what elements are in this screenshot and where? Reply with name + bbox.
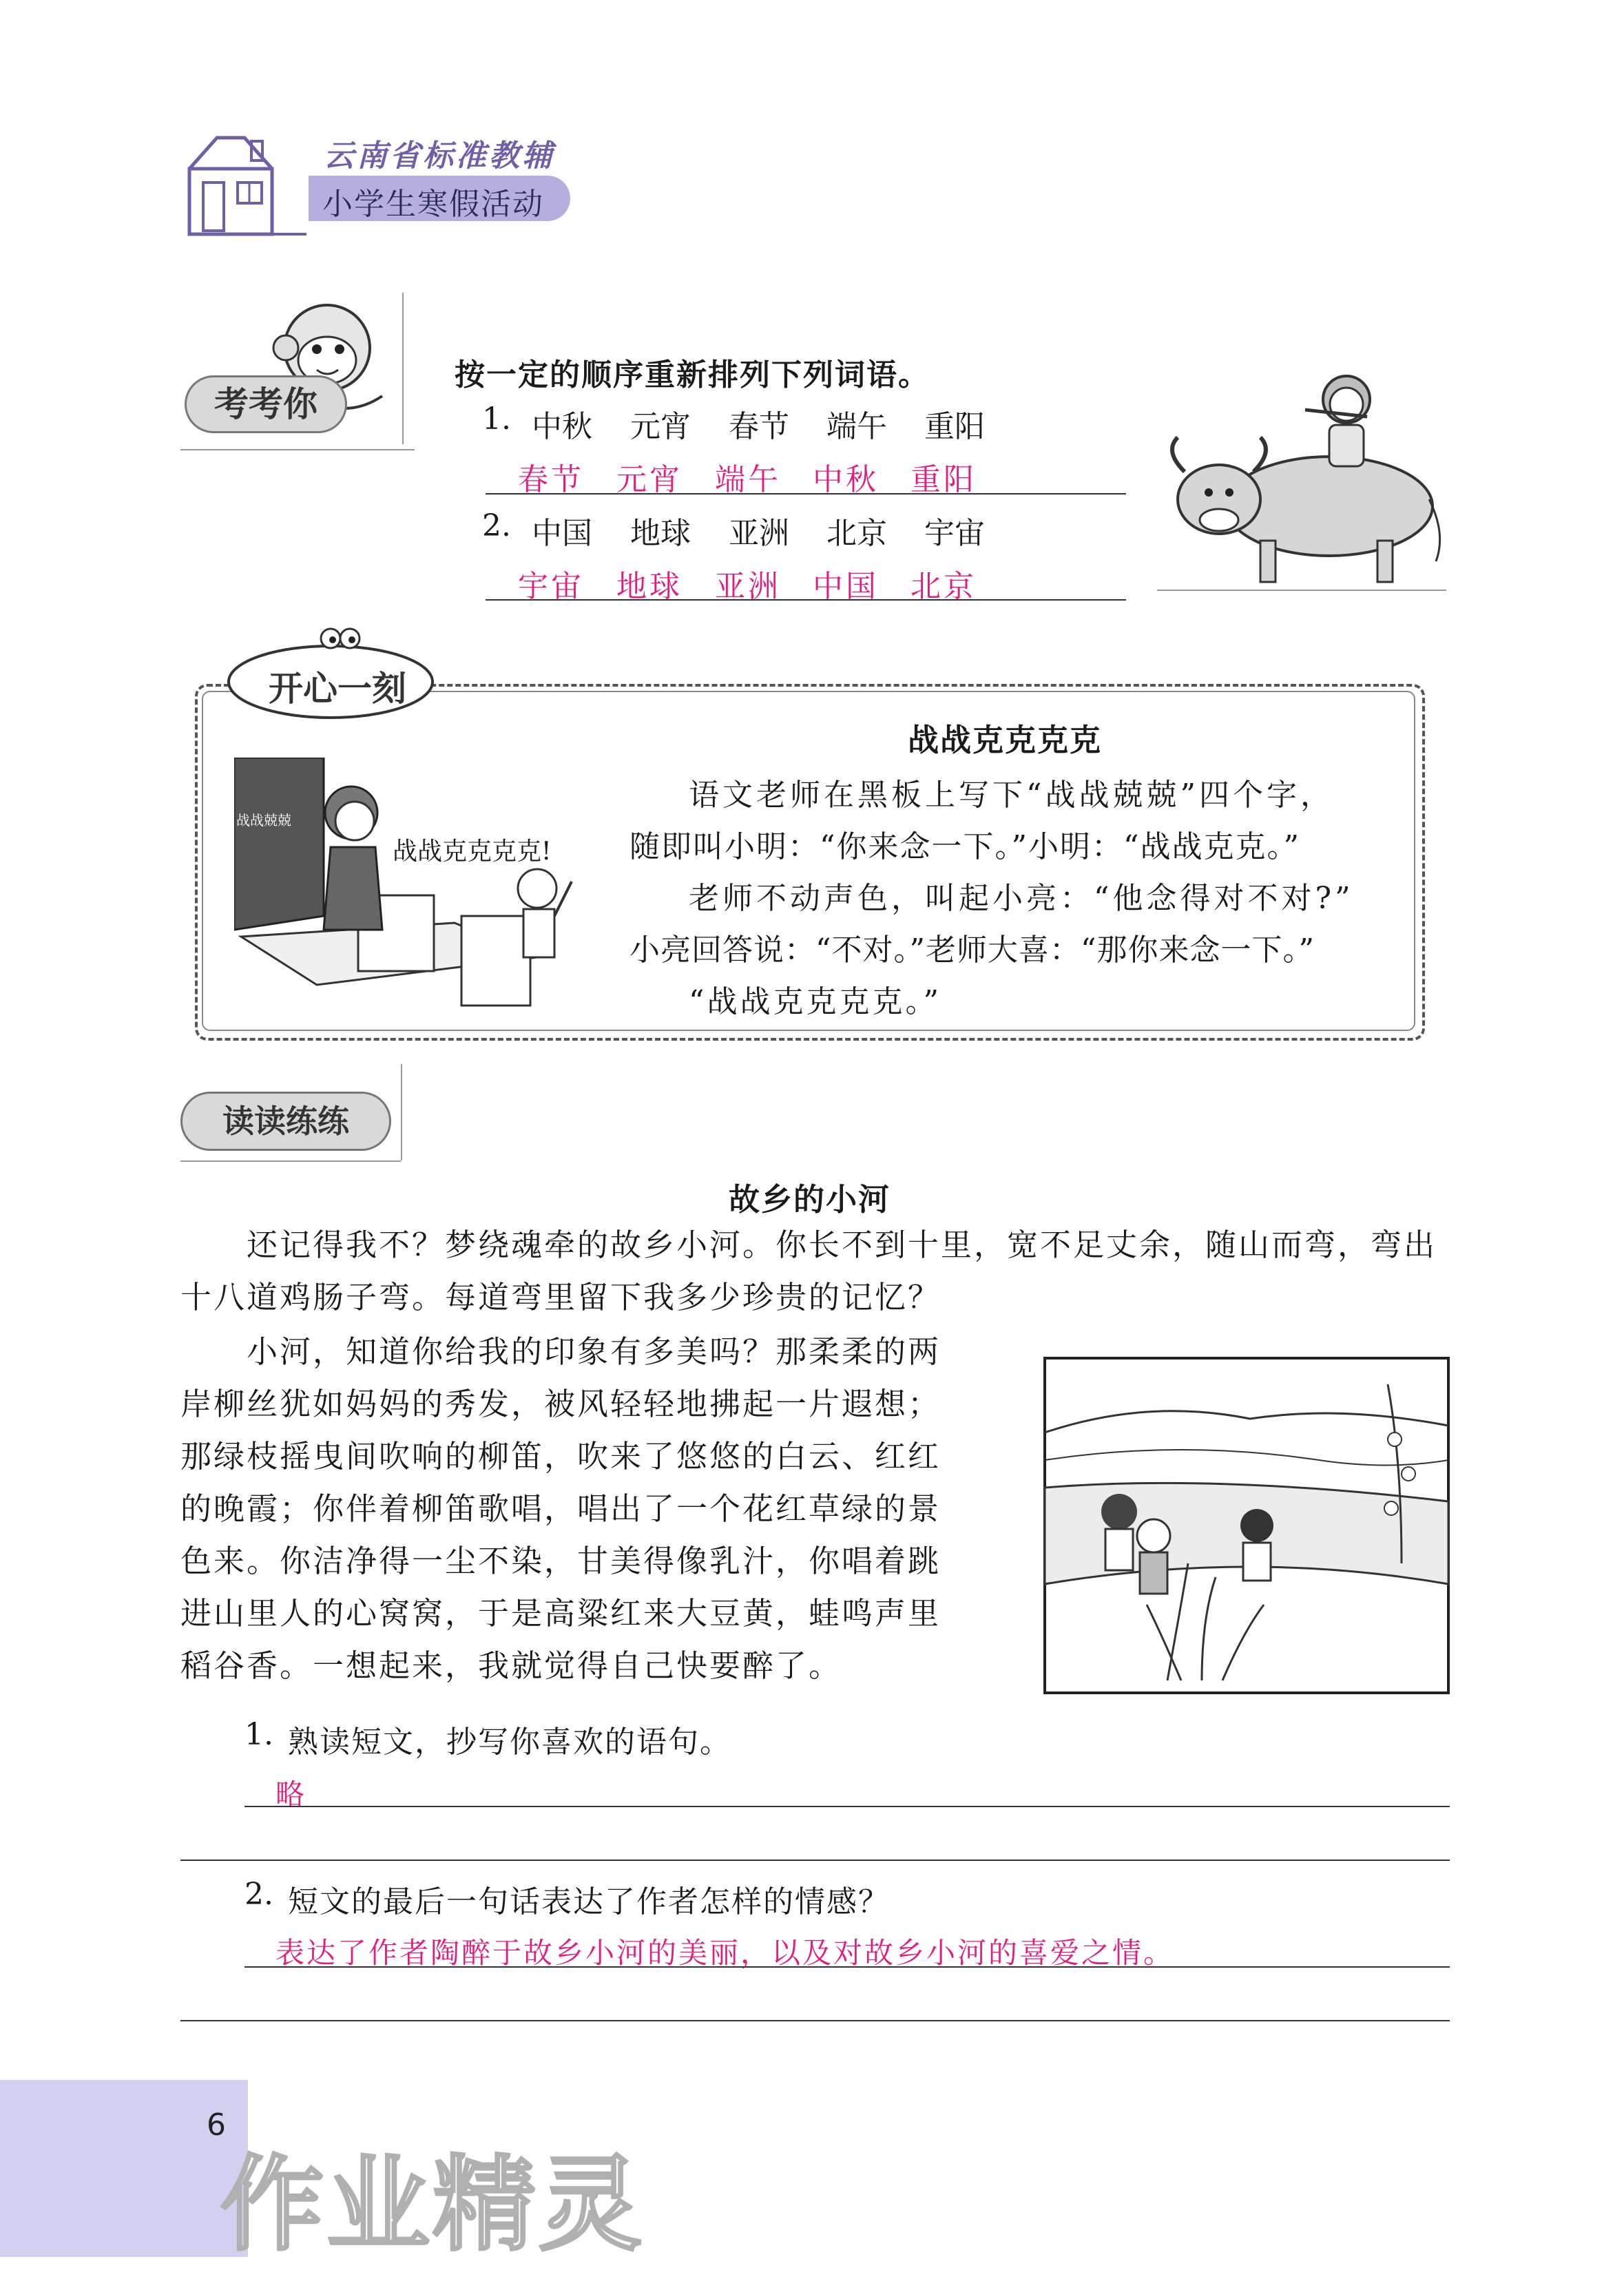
item-number: 2. (482, 508, 511, 543)
classroom-illustration (234, 758, 620, 1019)
house-logo-icon (176, 127, 313, 238)
answer-word: 宇宙 (518, 569, 584, 604)
answer-word: 亚洲 (715, 569, 781, 604)
answer-word: 北京 (910, 569, 977, 604)
joke-badge: 开心一刻 (269, 669, 406, 709)
word: 春节 (729, 409, 789, 444)
word: 地球 (630, 516, 691, 551)
answer-text[interactable]: 略 (275, 1778, 305, 1811)
word: 中秋 (532, 409, 592, 444)
test-badge: 考考你 (185, 375, 347, 433)
question-number: 2. (244, 1877, 273, 1912)
para-line: 十八道鸡肠子弯。每道弯里留下我多少珍贵的记忆？ (180, 1279, 941, 1315)
question-number: 1. (244, 1717, 273, 1752)
joke-line: 小亮回答说：“不对。”老师大喜：“那你来念一下。” (629, 933, 1315, 968)
para-line: 色来。你洁净得一尘不染，甘美得像乳汁，你唱着跳 (180, 1543, 941, 1579)
series-name: 云南省标准教辅 (324, 138, 555, 174)
word: 中国 (532, 516, 592, 551)
subtitle: 小学生寒假活动 (322, 187, 544, 222)
joke-line: 老师不动声色，叫起小亮：“他念得对不对?” (689, 881, 1354, 916)
answer-word: 地球 (616, 569, 683, 604)
joke-line: 语文老师在黑板上写下“战战兢兢”四个字， (689, 778, 1334, 813)
para-line: 还记得我不？梦绕魂牵的故乡小河。你长不到十里，宽不足丈余，随山而弯，弯出 (247, 1227, 1437, 1263)
answer-word: 元宵 (616, 462, 683, 497)
answer-text[interactable]: 表达了作者陶醉于故乡小河的美丽，以及对故乡小河的喜爱之情。 (275, 1936, 1175, 1970)
para-line: 小河，知道你给我的印象有多美吗？那柔柔的两 (247, 1333, 941, 1370)
answer-word: 重阳 (910, 462, 977, 497)
word: 元宵 (630, 409, 691, 444)
joke-line: 随即叫小明：“你来念一下。”小明：“战战克克。” (629, 829, 1300, 864)
item-number: 1. (482, 402, 511, 437)
answer-word: 端午 (715, 462, 781, 497)
river-illustration (1043, 1357, 1450, 1694)
word: 重阳 (924, 409, 985, 444)
boy-on-buffalo-illustration (1157, 368, 1446, 592)
para-line: 的晚霞；你伴着柳笛歌唱，唱出了一个花红草绿的景 (180, 1490, 941, 1527)
answer-word: 春节 (518, 462, 584, 497)
answer-word: 中秋 (813, 462, 879, 497)
page-corner-band (0, 2080, 248, 2257)
para-line: 岸柳丝犹如妈妈的秀发，被风轻轻地拂起一片遐想； (180, 1386, 941, 1422)
joke-line: “战战克克克克。” (689, 984, 941, 1019)
passage-title: 故乡的小河 (729, 1181, 891, 1218)
read-badge: 读读练练 (180, 1092, 391, 1151)
paragraph-1 (180, 1219, 1448, 1324)
joke-title: 战战克克克克 (908, 722, 1103, 758)
para-line: 进山里人的心窝窝，于是高粱红来大豆黄，蛙鸣声里 (180, 1595, 941, 1632)
para-line: 稻谷香。一想起来，我就觉得自己快要醉了。 (180, 1647, 842, 1684)
word: 宇宙 (924, 516, 985, 551)
paragraph-2 (180, 1326, 1007, 1692)
word: 北京 (826, 516, 887, 551)
question-text: 熟读短文，抄写你喜欢的语句。 (288, 1725, 731, 1760)
test-prompt: 按一定的顺序重新排列下列词语。 (455, 357, 930, 393)
page-number: 6 (207, 2107, 226, 2143)
speech-text: 战战克克克克! (393, 837, 552, 866)
word: 亚洲 (729, 516, 789, 551)
blackboard-text: 战战兢兢 (236, 812, 291, 829)
answer-word: 中国 (813, 569, 879, 604)
para-line: 那绿枝摇曳间吹响的柳笛，吹来了悠悠的白云、红红 (180, 1438, 941, 1475)
word: 端午 (826, 409, 887, 444)
watermark: 作业精灵 (220, 2145, 645, 2265)
question-text: 短文的最后一句话表达了作者怎样的情感？ (288, 1884, 890, 1919)
